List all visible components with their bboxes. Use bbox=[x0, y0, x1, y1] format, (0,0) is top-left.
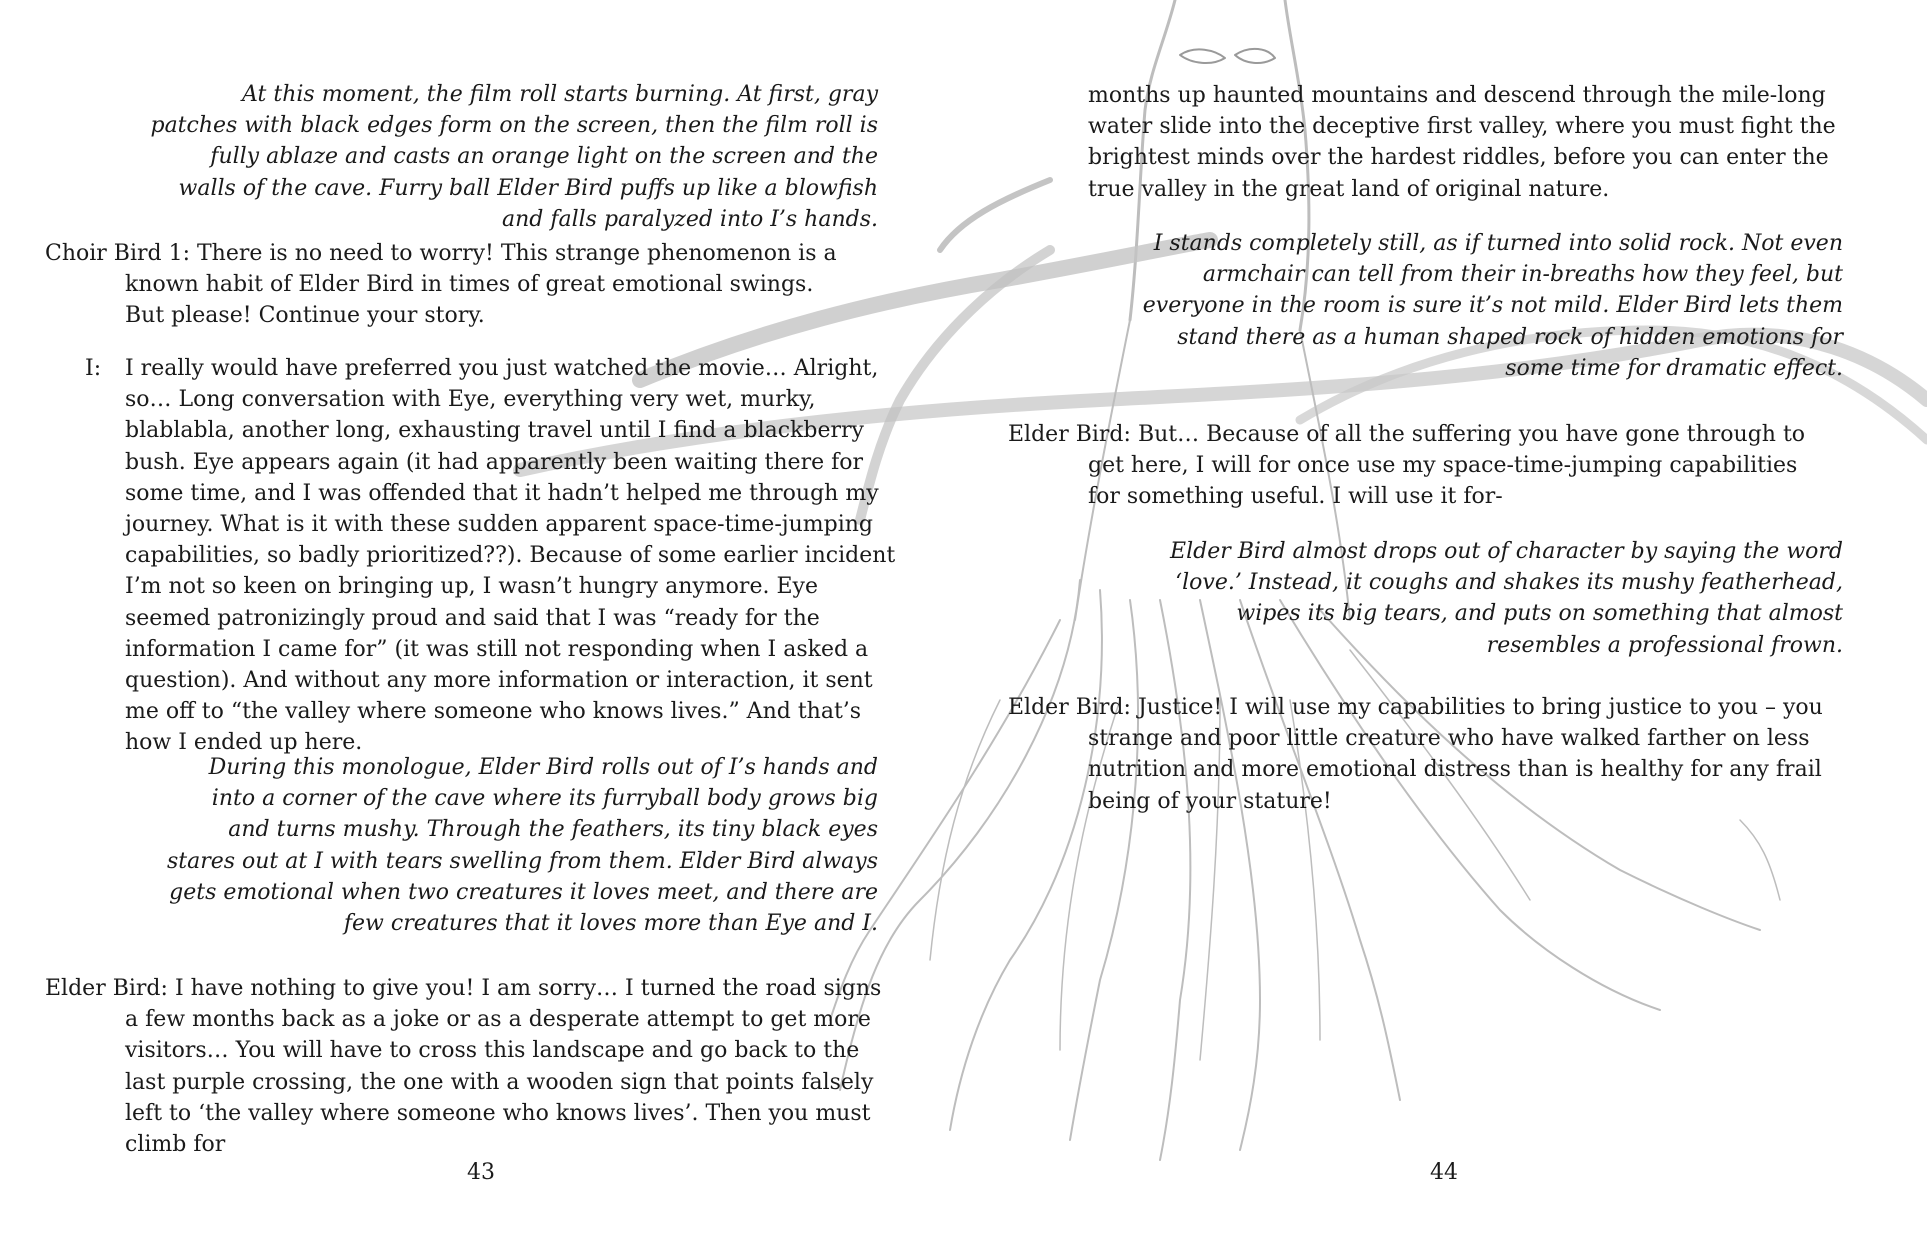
dialogue-elder-bird-3 bbox=[1008, 692, 1848, 817]
dialogue-i bbox=[85, 353, 910, 759]
speaker-label: Elder Bird: bbox=[1008, 695, 1131, 720]
speaker-label: I: bbox=[85, 356, 102, 381]
dialogue-text: I have nothing to give you! I am sorry… I turned the road signs a few months back as a joke or as a desperate attempt to get more visitors… You will have to cross this landscape and go back to the last purple crossing, the one with a wooden sign that points falsely left to ‘the valley where someone who knows lives’. Then you must climb for bbox=[125, 976, 882, 1158]
speaker-label: Elder Bird: bbox=[1008, 422, 1131, 447]
dialogue-text: I really would have preferred you just watched the movie… Alright, so… Long conversation with Eye, everything very wet, murky, blablabla, another long, exhausting travel until I find a blackberry bush. Eye appears again (it had apparently been waiting there for some time, and I was offended that it hadn’t helped me through my journey. What is it with these sudden apparent space-time-jumping capabilities, so badly prioritized??). Because of some earlier incident I’m not so keen on bringing up, I wasn’t hungry anymore. Eye seemed patronizingly proud and said that I was “ready for the information I came for” (it was still not responding when I asked a question). And without any more information or interaction, it sent me off to “the valley where someone who knows lives.” And that’s how I ended up here. bbox=[125, 356, 896, 756]
dialogue-choir-bird-1 bbox=[45, 238, 858, 332]
stage-direction-3: I stands completely still, as if turned into solid rock. Not even armchair can tell from their in-breaths how they feel, but everyone in the room is sure it’s not mild. Elder Bird lets them stand there as a human shaped rock of hidden emotions for some time for dramatic effect. bbox=[1142, 231, 1843, 381]
stage-direction-4: Elder Bird almost drops out of character by saying the word ‘love.’ Instead, it coughs and shakes its mushy featherhead, wipes its big tears, and puts on something that almost resembles a professional frown. bbox=[1170, 539, 1843, 658]
dialogue-elder-bird-1 bbox=[45, 973, 900, 1160]
left-page bbox=[0, 0, 963, 1247]
stage-direction-2: During this monologue, Elder Bird rolls out of I’s hands and into a corner of the cave where its furryball body grows big and turns mushy. Through the feathers, its tiny black eyes stares out at I with tears swelling from them. Elder Bird always gets emotional when two creatures it loves meet, and there are few creatures that it loves more than Eye and I. bbox=[166, 755, 878, 937]
dialogue-text: Justice! I will use my capabilities to bring justice to you – you strange and poor little creature who have walked farther on less nutrition and more emotional distress than is healthy for any frail being of your stature! bbox=[1088, 695, 1823, 814]
dialogue-elder-bird-2 bbox=[1008, 419, 1818, 513]
speaker-label: Elder Bird: bbox=[45, 976, 168, 1001]
speaker-label: Choir Bird 1: bbox=[45, 241, 190, 266]
stage-direction-1: At this moment, the film roll starts burning. At first, gray patches with black edges form on the screen, then the film roll is fully ablaze and casts an orange light on the screen and the walls of the cave. Furry ball Elder Bird puffs up like a blowfish and falls paralyzed into I’s hands. bbox=[150, 82, 878, 232]
page-number: 43 bbox=[467, 1160, 495, 1185]
right-page bbox=[963, 0, 1927, 1247]
continued-dialogue: months up haunted mountains and descend through the mile-long water slide into the deceptive first valley, where you must fight the brightest minds over the hardest riddles, before you can enter the true valley in the great land of original nature. bbox=[1088, 83, 1836, 202]
dialogue-text: There is no need to worry! This strange phenomenon is a known habit of Elder Bird in times of great emotional swings. But please! Continue your story. bbox=[125, 241, 837, 329]
dialogue-text: But… Because of all the suffering you have gone through to get here, I will for once use my space-time-jumping capabilities for something useful. I will use it for- bbox=[1088, 422, 1806, 510]
page-number: 44 bbox=[1430, 1160, 1458, 1185]
